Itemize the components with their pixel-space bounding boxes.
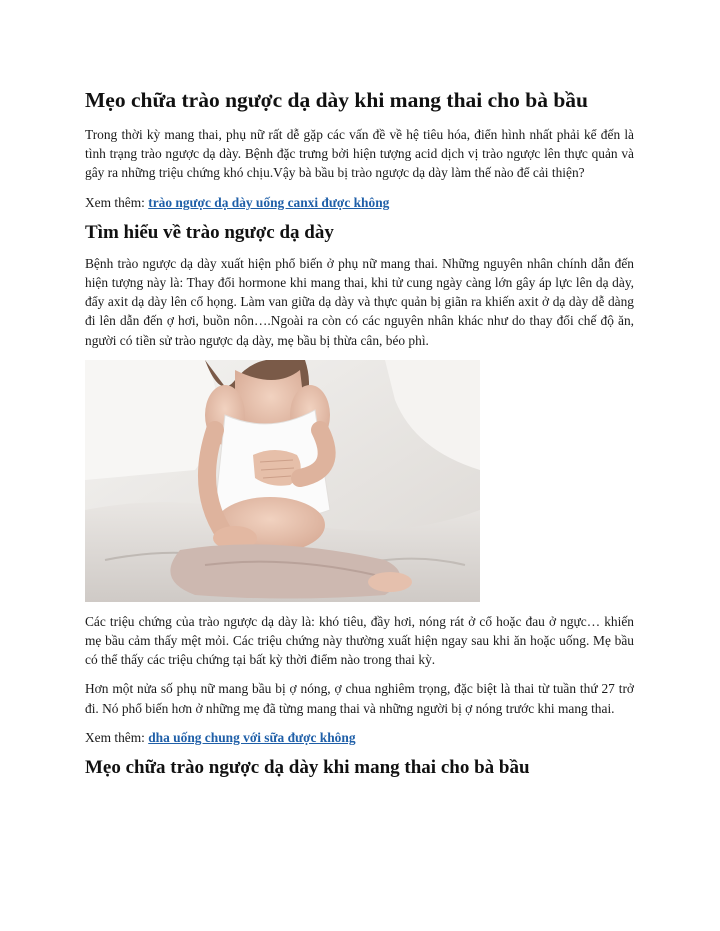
section-heading-2: Mẹo chữa trào ngược dạ dày khi mang thai cho bà bầu [85,757,530,779]
see-also-prefix: Xem thêm: [85,729,149,745]
section1-paragraph-3: Hơn một nửa số phụ nữ mang bầu bị ợ nóng, ợ chua nghiêm trọng, đặc biệt là thai từ tuần thứ 27 trở đi. Nó phổ biến hơn ở những mẹ đã từng mang thai và những người bị ợ nóng trước khi mang thai. [85,681,634,716]
document-page [85,86,634,789]
section-heading-1: Tìm hiểu về trào ngược dạ dày [85,221,334,243]
section1-paragraph-1: Bệnh trào ngược dạ dày xuất hiện phổ biến ở phụ nữ mang thai. Những nguyên nhân chính dẫn đến hiện tượng này là: Thay đổi hormone khi mang thai, khi tử cung ngày càng lớn gây áp lực lên dạ dày, đẩy axit dạ dày lên cổ họng. Làm van giữa dạ dày và thực quản bị giãn ra khiến axit ở dạ dày dễ dàng đi lên dẫn đến ợ hơi, buồn nôn….Ngoài ra còn có các nguyên nhân khác như do thay đổi chế độ ăn, người có tiền sử trào ngược dạ dày, mẹ bầu bị thừa cân, béo phì. [85,255,634,348]
see-also-link-2[interactable]: dha uống chung với sữa được không [148,729,356,745]
intro-paragraph: Trong thời kỳ mang thai, phụ nữ rất dễ gặp các vấn đề về hệ tiêu hóa, điển hình nhất phải kể đến là tình trạng trào ngược dạ dày. Bệnh đặc trưng bởi hiện tượng acid dịch vị trào ngược lên thực quản và gây ra những triệu chứng khó chịu.Vậy bà bầu bị trào ngược dạ dày làm thế nào để cải thiện? [85,127,634,181]
see-also-prefix: Xem thêm: [85,194,149,210]
see-also-1 [85,193,634,212]
page-title: Mẹo chữa trào ngược dạ dày khi mang thai cho bà bầu [85,88,589,112]
see-also-link-1[interactable]: trào ngược dạ dày uống canxi được không [148,194,390,210]
see-also-2 [85,728,634,747]
pregnant-woman-photo [85,360,480,602]
photo-illustration [85,360,480,602]
section1-paragraph-2: Các triệu chứng của trào ngược dạ dày là: khó tiêu, đầy hơi, nóng rát ở cổ hoặc đau ở ngực… khiến mẹ bầu cảm thấy mệt mỏi. Các triệu chứng này thường xuất hiện ngay sau khi ăn hoặc uống. Mẹ bầu có thể thấy các triệu chứng tại bất kỳ thời điểm nào trong thai kỳ. [85,613,634,668]
